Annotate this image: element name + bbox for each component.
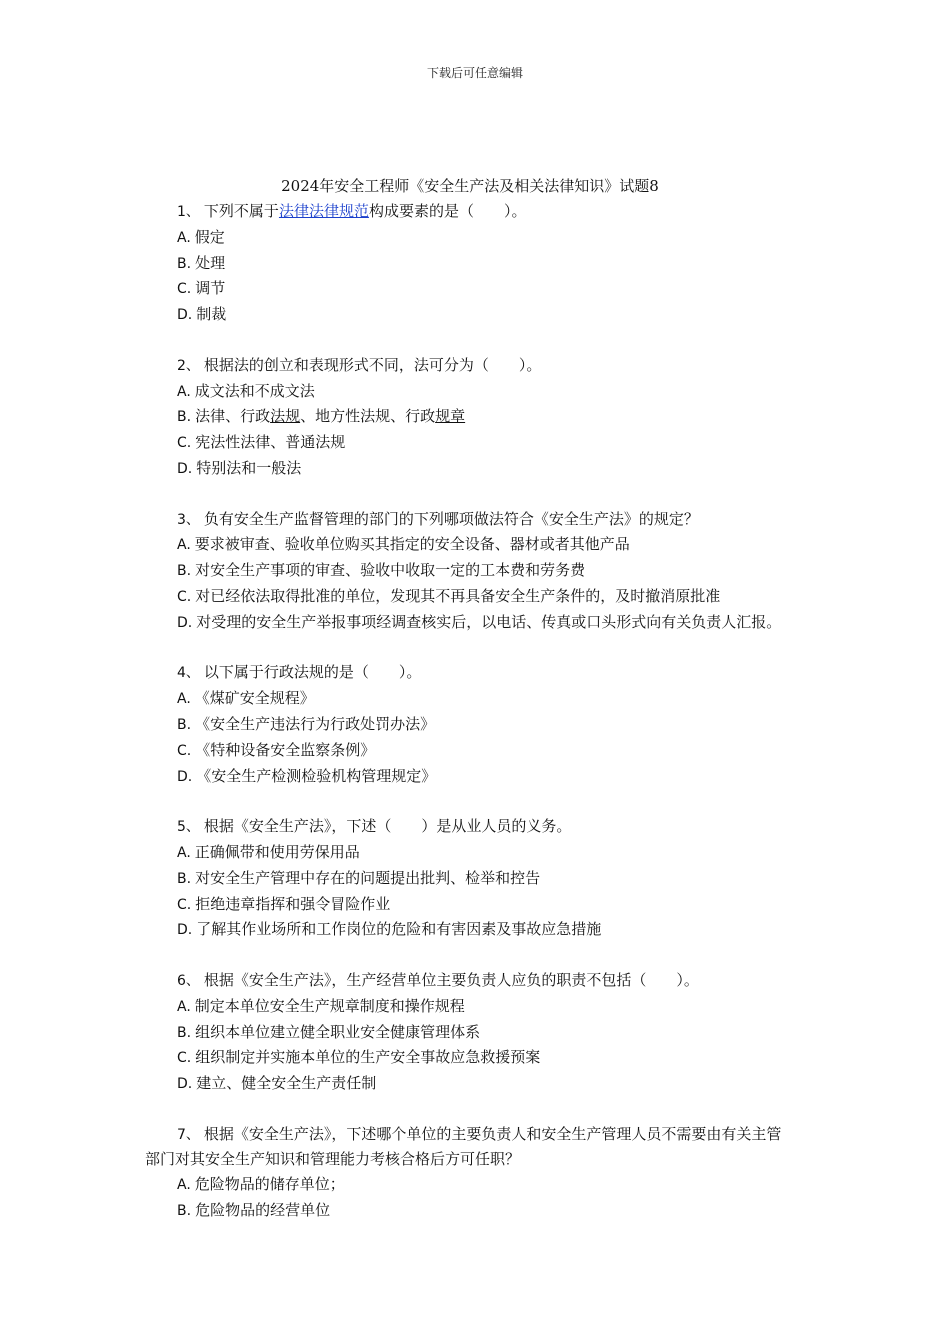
option-text: 对安全生产管理中存在的问题提出批判、检举和控告 [195, 868, 541, 887]
option-text: 《安全生产检测检验机构管理规定》 [196, 766, 437, 785]
question-4 [145, 660, 795, 789]
option-letter: B. [177, 563, 192, 580]
option-letter: B. [177, 409, 192, 426]
option-a [145, 994, 795, 1020]
option-d [145, 764, 795, 790]
question-4-stem [145, 660, 795, 686]
option-letter: A. [177, 229, 191, 246]
option-text: 制裁 [196, 305, 227, 324]
option-letter: A. [177, 537, 191, 554]
option-d [145, 1071, 795, 1097]
question-number: 6、 [177, 972, 200, 989]
spacer [145, 789, 795, 814]
option-letter: B. [177, 1024, 192, 1041]
question-1-stem [145, 199, 795, 225]
option-text: 《煤矿安全规程》 [194, 689, 315, 708]
option-text: 《特种设备安全监察条例》 [195, 740, 376, 759]
option-a [145, 1172, 795, 1198]
option-letter: B. [177, 1203, 192, 1220]
question-1-text-pre: 下列不属于 [203, 202, 279, 220]
option-text: 调节 [195, 279, 226, 298]
question-text: 根据法的创立和表现形式不同，法可分为（ ）。 [203, 355, 542, 374]
option-text: 组织制定并实施本单位的生产安全事故应急救援预案 [195, 1048, 541, 1067]
option-text: 处理 [195, 253, 226, 272]
question-7-stem [145, 1122, 795, 1173]
spacer [145, 1097, 795, 1122]
question-2 [145, 353, 795, 482]
option-text: 了解其作业场所和工作岗位的危险和有害因素及事故应急措施 [196, 920, 602, 939]
option-text: 成文法和不成文法 [194, 381, 315, 400]
option-letter: A. [177, 844, 191, 861]
spacer [145, 328, 795, 353]
option-letter: D. [177, 460, 193, 477]
option-letter: D. [177, 1076, 193, 1093]
option-text: 对受理的安全生产举报事项经调查核实后，以电话、传真或口头形式向有关负责人汇报。 [196, 612, 782, 631]
option-a [145, 225, 795, 251]
option-c [145, 738, 795, 764]
option-letter: A. [177, 1177, 191, 1194]
option-b [145, 251, 795, 277]
option-d [145, 302, 795, 328]
option-b [145, 1198, 795, 1224]
option-text: 、地方性法规、行政 [300, 407, 436, 426]
option-letter: C. [177, 435, 192, 452]
option-letter: D. [177, 768, 193, 785]
question-5-stem [145, 814, 795, 840]
question-1-text-post: 构成要素的是（ ）。 [368, 202, 527, 220]
option-b [145, 712, 795, 738]
question-1 [145, 199, 795, 328]
spacer [145, 943, 795, 968]
option-letter: B. [177, 255, 192, 272]
option-a [145, 532, 795, 558]
option-letter: B. [177, 716, 192, 733]
underlined-term: 法规 [270, 407, 301, 426]
option-text: 对已经依法取得批准的单位，发现其不再具备安全生产条件的，及时撤消原批准 [195, 586, 721, 605]
option-text: 建立、健全安全生产责任制 [196, 1074, 377, 1093]
option-c [145, 1045, 795, 1071]
option-c [145, 584, 795, 610]
question-number: 2、 [177, 357, 200, 374]
question-text: 根据《安全生产法》，生产经营单位主要负责人应负的职责不包括（ ）。 [203, 970, 699, 989]
option-text: 《安全生产违法行为行政处罚办法》 [195, 714, 436, 733]
option-letter: A. [177, 998, 191, 1015]
option-letter: C. [177, 896, 192, 913]
option-letter: D. [177, 307, 193, 324]
question-5 [145, 814, 795, 943]
page-header: 下载后可任意编辑 [426, 66, 523, 80]
option-b [145, 404, 795, 430]
document-title: 2024年安全工程师《安全生产法及相关法律知识》试题8 [281, 177, 659, 195]
option-letter: D. [177, 922, 193, 939]
option-b [145, 866, 795, 892]
option-text: 制定本单位安全生产规章制度和操作规程 [194, 996, 465, 1015]
option-d [145, 610, 795, 636]
question-number: 5、 [177, 819, 200, 836]
question-6 [145, 968, 795, 1097]
option-a [145, 686, 795, 712]
option-letter: B. [177, 870, 192, 887]
question-text: 负有安全生产监督管理的部门的下列哪项做法符合《安全生产法》的规定？ [203, 509, 699, 528]
spacer [145, 636, 795, 661]
option-text: 危险物品的储存单位； [194, 1175, 345, 1194]
question-2-stem [145, 353, 795, 379]
question-7 [145, 1122, 795, 1224]
option-text: 正确佩带和使用劳保用品 [194, 842, 360, 861]
document-body [145, 174, 795, 1224]
option-text: 组织本单位建立健全职业安全健康管理体系 [195, 1022, 481, 1041]
spacer [145, 482, 795, 507]
question-6-stem [145, 968, 795, 994]
option-c [145, 276, 795, 302]
option-letter: C. [177, 588, 192, 605]
question-number: 3、 [177, 511, 200, 528]
question-text: 根据《安全生产法》，下述哪个单位的主要负责人和安全生产管理人员不需要由有关主管部门对其安全生产知识和管理能力考核合格后方可任职？ [145, 1124, 782, 1169]
question-text: 以下属于行政法规的是（ ）。 [203, 663, 422, 682]
option-text: 对安全生产事项的审查、验收中收取一定的工本费和劳务费 [195, 561, 586, 580]
option-a [145, 840, 795, 866]
option-letter: C. [177, 1050, 192, 1067]
option-letter: A. [177, 691, 191, 708]
option-d [145, 917, 795, 943]
option-c [145, 430, 795, 456]
option-text: 假定 [194, 227, 225, 246]
question-3 [145, 507, 795, 636]
option-letter: C. [177, 281, 192, 298]
question-number: 7、 [177, 1126, 200, 1143]
option-a [145, 379, 795, 405]
question-3-stem [145, 507, 795, 533]
question-text: 根据《安全生产法》，下述（ ）是从业人员的义务。 [203, 817, 572, 836]
option-text: 拒绝违章指挥和强令冒险作业 [195, 894, 391, 913]
option-text: 要求被审查、验收单位购买其指定的安全设备、器材或者其他产品 [194, 535, 630, 554]
option-b [145, 1020, 795, 1046]
option-text: 宪法性法律、普通法规 [195, 433, 346, 452]
option-text: 法律、行政 [195, 407, 271, 426]
option-letter: D. [177, 614, 193, 631]
question-number: 1、 [177, 204, 200, 220]
option-letter: A. [177, 383, 191, 400]
underlined-term: 规章 [435, 407, 466, 426]
option-letter: C. [177, 742, 192, 759]
option-d [145, 456, 795, 482]
option-text: 危险物品的经营单位 [195, 1201, 331, 1220]
option-b [145, 558, 795, 584]
option-text: 特别法和一般法 [196, 458, 302, 477]
question-number: 4、 [177, 665, 200, 682]
legal-norm-link[interactable]: 法律法律规范 [278, 202, 369, 220]
option-c [145, 892, 795, 918]
